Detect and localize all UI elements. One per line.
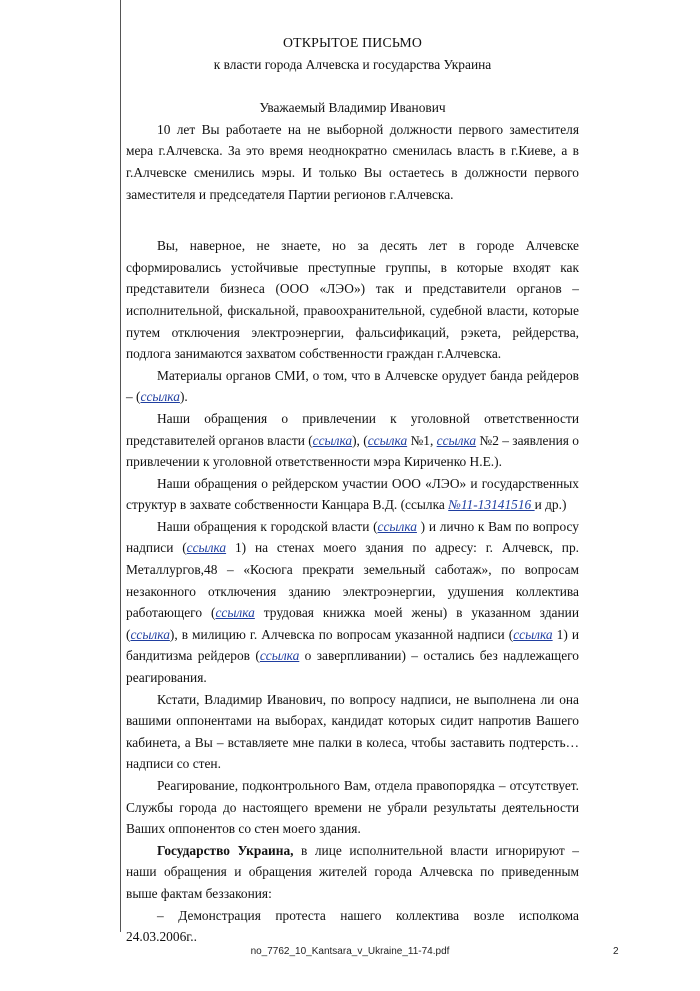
paragraph-6-text-3: 1) на стенах моего здания по адресу: г. Алчевск, пр. Металлургов,48 – «Косюга прекрати земельный саботаж», по вопросам незаконного отключения зданию электроэнергии, удушения коллектива работающего ( — [126, 540, 579, 621]
paragraph-6-text-6: 1) и бандитизма рейдеров ( — [126, 626, 579, 664]
paragraph-6-text-2: ) и лично к Вам по вопросу надписи ( — [126, 518, 579, 556]
letter-subtitle: к власти города Алчевска и государства Украина — [213, 56, 492, 72]
paragraph-5-text-a: Наши обращения о рейдерском участии ООО «ЛЭО» и государственных структур в захвате собственности Канцара В.Д. (ссылка — [126, 475, 579, 513]
police-inscription-link[interactable]: ссылка — [513, 626, 553, 642]
paragraph-6-text-1: Наши обращения к городской власти ( — [157, 518, 378, 534]
paragraph-7: Кстати, Владимир Иванович, по вопросу надписи, не выполнена ли она вашими оппонентами на выборах, кандидат которых сидит напротив Вашего кабинета, а Вы – вставляете мне палки в колеса, чтобы заставить подтерсть… надписи со стен. — [126, 691, 579, 772]
paragraph-3-text-b: ). — [179, 389, 188, 405]
paragraph-5-text-b: и др.) — [534, 497, 567, 513]
appeal-link-2[interactable]: ссылка — [367, 432, 408, 448]
welding-link[interactable]: ссылка — [259, 648, 300, 664]
footer-filename: no_7762_10_Kantsara_v_Ukraine_11-74.pdf — [250, 946, 450, 957]
paragraph-6 — [126, 516, 579, 689]
appeal-link-1[interactable]: ссылка — [312, 432, 353, 448]
media-link[interactable]: ссылка — [140, 389, 180, 405]
workbook-link[interactable]: ссылка — [215, 605, 255, 621]
paragraph-4-text-b: ), ( — [352, 432, 368, 448]
paragraph-9 — [126, 840, 579, 905]
page-footer — [0, 946, 700, 962]
building-link[interactable]: ссылка — [130, 626, 170, 642]
paragraph-8: Реагирование, подконтрольного Вам, отдела правопорядка – отсутствует. Службы города до настоящего времени не убрали результаты деятельности Ваших оппонентов со стен моего здания. — [126, 778, 579, 837]
paragraph-2: Вы, наверное, не знаете, но за десять лет в городе Алчевске сформировались устойчивые преступные группы, в которые входят как представители бизнеса (ООО «ЛЭО») так и представители органов – исполнительной, фискальной, правоохранительной, судебной власти, которые путем отключения электроэнергии, фальсификаций, рэкета, рейдерства, подлога занимаются захватом собственности граждан г.Алчевска. — [126, 238, 579, 362]
paragraph-6-text-7: о заверпливании) – остались без надлежащего реагирования. — [126, 648, 579, 686]
paragraph-4-text-d: №2 – заявления о привлечении к уголовной ответственности мэра Кириченко Н.Е.). — [126, 432, 579, 470]
paragraph-6-text-4: трудовая книжка моей жены) в указанном здании ( — [126, 605, 579, 642]
salutation: Уважаемый Владимир Иванович — [259, 100, 446, 116]
inscription-link[interactable]: ссылка — [186, 540, 227, 556]
paragraph-5 — [126, 473, 579, 516]
raider-case-link[interactable]: №11-13141516 — [448, 497, 535, 513]
paragraph-10: – Демонстрация протеста нашего коллектива возле исполкома 24.03.2006г.. — [126, 907, 579, 945]
paragraph-3 — [126, 365, 579, 408]
paragraph-3-text-a: Материалы органов СМИ, о том, что в Алчевске орудует банда рейдеров – ( — [126, 367, 579, 405]
footer-page-number: 2 — [613, 946, 619, 957]
letter-title: ОТКРЫТОЕ ПИСЬМО — [282, 35, 423, 50]
paragraph-9-text: в лице исполнительной власти игнорируют – наши обращения и обращения жителей города Алчевска по приведенным выше фактам беззакония: — [126, 842, 579, 901]
paragraph-9-bold: Государство Украина, — [157, 842, 294, 858]
paragraph-4-text-c: №1, — [407, 432, 437, 448]
paragraph-4-text-a: Наши обращения о привлечении к уголовной ответственности представителей органов власти ( — [126, 410, 579, 448]
paragraph-1: 10 лет Вы работаете на не выборной должности первого заместителя мера г.Алчевска. За это время неоднократно сменилась власть в г.Киеве, а в г.Алчевске сменились мэры. И только Вы остаетесь в должности первого заместителя и председателя Партии регионов г.Алчевска. — [126, 121, 579, 202]
paragraph-6-text-5: ), в милицию г. Алчевска по вопросам указанной надписи ( — [169, 626, 514, 642]
city-appeal-link[interactable]: ссылка — [377, 518, 417, 534]
margin-line — [120, 0, 121, 932]
letter-page — [126, 32, 579, 948]
appeal-link-3[interactable]: ссылка — [436, 432, 477, 448]
paragraph-4 — [126, 408, 579, 473]
